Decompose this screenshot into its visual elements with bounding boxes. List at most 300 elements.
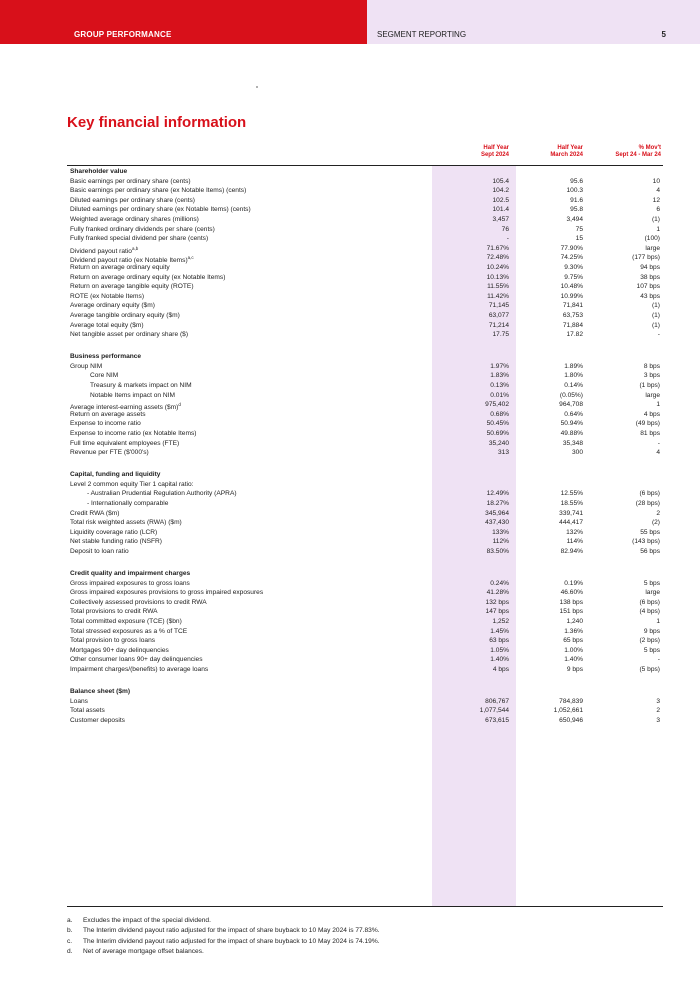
column-header-march-2024: Half Year March 2024: [550, 145, 583, 158]
value-movement: (6 bps): [639, 598, 660, 606]
row-label-text: Level 2 common equity Tier 1 capital ratio:: [70, 480, 194, 488]
footnote-text: Net of average mortgage offset balances.: [83, 948, 204, 956]
value-movement: (143 bps): [632, 538, 660, 546]
row-label-text: Expense to income ratio: [70, 420, 141, 428]
table-row: [67, 177, 663, 187]
value-movement: (100): [644, 235, 660, 243]
value-sept-2024: 147 bps: [485, 608, 509, 616]
value-march-2024: 114%: [566, 538, 583, 546]
table-row: [67, 579, 663, 589]
footnote: [67, 926, 667, 936]
row-label: [70, 537, 162, 547]
page-number: 5: [661, 30, 666, 39]
section-heading-label: Capital, funding and liquidity: [70, 471, 161, 479]
value-movement: 3 bps: [643, 372, 660, 380]
table-row: [67, 196, 663, 206]
row-label: [70, 292, 144, 302]
table-row: [67, 448, 663, 458]
table-row: [67, 253, 663, 263]
section-heading: [67, 167, 663, 177]
row-label-text: Diluted earnings per ordinary share (cents): [70, 196, 195, 204]
section-heading: [67, 470, 663, 480]
value-march-2024: 18.55%: [560, 500, 583, 507]
value-sept-2024: 112%: [492, 538, 509, 546]
value-march-2024: 71,884: [562, 321, 583, 329]
header-section-title: GROUP PERFORMANCE: [74, 30, 172, 39]
row-label: [70, 706, 105, 716]
row-label-text: Gross impaired exposures provisions to gross impaired exposures: [70, 589, 264, 597]
table-row: [67, 371, 663, 381]
value-movement: (2): [651, 519, 660, 527]
footnote-letter: d.: [67, 948, 73, 956]
table-row: [67, 439, 663, 449]
row-label-text: Dividend payout ratio: [70, 247, 132, 255]
table-row: [67, 636, 663, 646]
footnote: [67, 916, 667, 926]
row-label-text: Group NIM: [70, 362, 103, 370]
value-sept-2024: 1.40%: [490, 656, 509, 664]
value-movement: (1): [651, 215, 660, 223]
table-row: [67, 509, 663, 519]
value-movement: 43 bps: [640, 292, 660, 300]
value-march-2024: 339,741: [559, 509, 583, 517]
value-march-2024: 1.36%: [564, 627, 583, 635]
value-march-2024: 3,494: [566, 215, 583, 223]
section-spacer: [67, 458, 663, 471]
table-row: [67, 646, 663, 656]
row-label-text: Average ordinary equity ($m): [70, 302, 155, 310]
row-label: [70, 627, 187, 637]
value-movement: 12: [652, 196, 660, 204]
table-row: [67, 381, 663, 391]
value-sept-2024: 71,214: [488, 321, 509, 329]
value-movement: 107 bps: [636, 283, 660, 291]
row-label-text: ROTE (ex Notable Items): [70, 292, 145, 300]
value-sept-2024: 41.28%: [486, 589, 509, 597]
value-march-2024: 9.30%: [564, 263, 583, 271]
row-label: [70, 362, 102, 372]
value-movement: 81 bps: [640, 429, 660, 437]
row-label: [70, 646, 169, 656]
value-march-2024: 784,839: [559, 697, 583, 705]
value-movement: 3: [656, 716, 660, 724]
value-sept-2024: 50.69%: [486, 429, 509, 437]
row-label: [70, 215, 199, 225]
row-label-text: Other consumer loans 90+ day delinquencies: [70, 656, 203, 664]
value-movement: (28 bps): [635, 500, 660, 507]
value-march-2024: 650,946: [559, 716, 583, 724]
value-movement: 8 bps: [643, 362, 660, 370]
value-movement: 4 bps: [643, 410, 660, 418]
value-movement: 5 bps: [643, 579, 660, 587]
value-sept-2024: 10.24%: [486, 263, 509, 271]
table-row: [67, 410, 663, 420]
table-row: [67, 362, 663, 372]
value-movement: 2: [656, 707, 660, 715]
row-label-text: - Australian Prudential Regulation Authority (APRA): [87, 490, 237, 498]
row-label: [70, 448, 149, 458]
table-row: [67, 330, 663, 340]
value-sept-2024: 10.13%: [486, 273, 509, 281]
row-label: [70, 655, 203, 665]
row-label-text: Full time equivalent employees (FTE): [70, 439, 180, 447]
section-heading: [67, 687, 663, 697]
value-march-2024: 151 bps: [559, 608, 583, 616]
table-row: [67, 429, 663, 439]
table-row: [67, 225, 663, 235]
row-label-text: Core NIM: [90, 372, 119, 380]
row-label-text: Collectively assessed provisions to credit RWA: [70, 598, 207, 606]
value-march-2024: 132%: [566, 528, 583, 536]
value-march-2024: 1.89%: [564, 362, 583, 370]
value-march-2024: 1.00%: [564, 646, 583, 654]
value-sept-2024: 105.4: [492, 177, 509, 185]
value-sept-2024: 437,430: [485, 519, 509, 527]
value-march-2024: 1,052,661: [553, 707, 583, 715]
row-label: [70, 716, 125, 726]
value-march-2024: 95.8: [570, 206, 583, 214]
value-march-2024: 65 bps: [563, 637, 583, 645]
row-label: [70, 234, 208, 244]
value-sept-2024: 132 bps: [485, 598, 509, 606]
value-march-2024: 300: [571, 449, 583, 457]
table-row: [67, 499, 663, 509]
row-label-text: Return on average tangible equity (ROTE): [70, 283, 194, 291]
row-label: [70, 263, 170, 273]
section-heading-label: Shareholder value: [70, 168, 128, 175]
row-label-text: Impairment charges/(benefits) to average loans: [70, 666, 209, 673]
row-label-text: Return on average ordinary equity: [70, 263, 170, 271]
header-bar-left: [0, 0, 367, 44]
footnote: [67, 937, 667, 947]
value-march-2024: 35,348: [562, 439, 583, 447]
value-march-2024: 10.99%: [560, 292, 583, 300]
value-sept-2024: 0.01%: [490, 391, 509, 399]
row-label: [70, 480, 194, 490]
row-label: [70, 177, 191, 187]
value-march-2024: 15: [575, 235, 583, 243]
value-movement: (1): [651, 321, 660, 329]
table-row: [67, 518, 663, 528]
footnote-text: The Interim dividend payout ratio adjusted for the impact of share buyback to 10 May 2024 is 77.83%.: [83, 927, 380, 935]
value-sept-2024: 63 bps: [489, 637, 509, 645]
row-label-text: Customer deposits: [70, 716, 125, 724]
table-row: [67, 655, 663, 665]
row-label: [70, 273, 225, 283]
value-sept-2024: 83.50%: [486, 547, 509, 555]
row-label-text: Average tangible ordinary equity ($m): [70, 311, 180, 319]
table-row: [67, 528, 663, 538]
row-label-text: Diluted earnings per ordinary share (ex Notable Items) (cents): [70, 206, 251, 214]
value-movement: 1: [656, 401, 660, 409]
table-top-rule: [67, 165, 663, 166]
table-row: [67, 607, 663, 617]
row-label-text: Deposit to loan ratio: [70, 547, 129, 555]
footnote-reference: a,c: [187, 255, 194, 261]
value-movement: -: [657, 656, 660, 664]
footnote: [67, 947, 667, 957]
value-march-2024: 1.80%: [564, 372, 583, 380]
value-sept-2024: 72.48%: [486, 254, 509, 262]
footnotes: [67, 916, 667, 958]
row-label-text: Notable Items impact on NIM: [90, 391, 176, 399]
table-row: [67, 665, 663, 675]
column-header-sept-2024: Half Year Sept 2024: [480, 145, 509, 158]
value-sept-2024: 11.42%: [487, 292, 509, 300]
row-label: [70, 617, 182, 627]
value-movement: (1): [651, 311, 660, 319]
table-row: [67, 716, 663, 726]
value-sept-2024: 1,252: [492, 618, 509, 626]
row-label: [70, 636, 155, 646]
value-movement: 2: [656, 509, 660, 517]
value-sept-2024: 71.67%: [486, 244, 509, 252]
footnote-reference: d: [178, 402, 181, 408]
value-movement: 4: [656, 449, 660, 457]
value-sept-2024: -: [506, 235, 509, 243]
row-label: [70, 321, 144, 331]
table-row: [67, 489, 663, 499]
value-movement: 6: [656, 206, 660, 214]
table-row: [67, 205, 663, 215]
header-subsection-title: SEGMENT REPORTING: [377, 30, 467, 39]
row-label-text: Basic earnings per ordinary share (cents): [70, 177, 191, 185]
row-label: [70, 330, 188, 340]
row-label-text: Basic earnings per ordinary share (ex Notable Items) (cents): [70, 187, 247, 195]
row-label: [87, 499, 168, 509]
row-label-text: Net stable funding ratio (NSFR): [70, 538, 162, 546]
value-movement: 55 bps: [640, 528, 660, 536]
value-sept-2024: 18.27%: [486, 500, 509, 507]
table-row: [67, 697, 663, 707]
value-march-2024: 91.6: [570, 196, 583, 204]
value-sept-2024: 63,077: [488, 311, 509, 319]
row-label-text: Revenue per FTE ($'000's): [70, 449, 149, 457]
value-march-2024: 9.75%: [564, 273, 583, 281]
row-label-text: Net tangible asset per ordinary share ($): [70, 331, 189, 339]
table-row: [67, 311, 663, 321]
value-movement: -: [657, 439, 660, 447]
value-movement: 1: [656, 225, 660, 233]
row-label-text: Fully franked special dividend per share (cents): [70, 235, 209, 243]
column-header-movement: % Mov't Sept 24 - Mar 24: [615, 145, 661, 158]
value-movement: (177 bps): [632, 254, 660, 262]
section-heading: [67, 352, 663, 362]
value-sept-2024: 11.55%: [487, 283, 509, 291]
section-spacer: [67, 675, 663, 688]
value-march-2024: 17.82: [566, 331, 583, 339]
value-sept-2024: 975,402: [485, 401, 509, 409]
row-label-text: Treasury & markets impact on NIM: [90, 381, 192, 389]
value-movement: (2 bps): [639, 637, 660, 645]
value-sept-2024: 673,615: [485, 716, 509, 724]
value-march-2024: 0.19%: [564, 579, 583, 587]
row-label-text: Loans: [70, 697, 88, 705]
value-movement: 38 bps: [640, 273, 660, 281]
row-label-text: Weighted average ordinary shares (millions): [70, 215, 199, 223]
value-movement: 9 bps: [643, 627, 660, 635]
value-march-2024: (0.05%): [559, 391, 583, 399]
row-label-text: Mortgages 90+ day delinquencies: [70, 646, 169, 654]
value-sept-2024: 133%: [492, 528, 509, 536]
table-row: [67, 301, 663, 311]
row-label-text: Total provisions to credit RWA: [70, 608, 158, 616]
header-bar-right: [367, 0, 700, 44]
footnote-text: Excludes the impact of the special dividend.: [83, 917, 211, 924]
table-row: [67, 321, 663, 331]
value-march-2024: 46.60%: [560, 589, 583, 597]
value-sept-2024: 1.97%: [490, 362, 509, 370]
value-movement: (6 bps): [639, 490, 660, 498]
row-label-text: Average interest-earning assets ($m): [70, 404, 179, 412]
value-sept-2024: 1.45%: [490, 627, 509, 635]
section-heading: [67, 569, 663, 579]
value-march-2024: 63,753: [562, 311, 583, 319]
table-row: [67, 598, 663, 608]
row-label: [70, 410, 146, 420]
value-sept-2024: 0.13%: [490, 381, 509, 389]
section-heading-label: Business performance: [70, 353, 142, 361]
value-sept-2024: 345,964: [485, 509, 509, 517]
value-sept-2024: 76: [501, 225, 509, 233]
value-sept-2024: 1,077,544: [479, 707, 509, 715]
value-movement: (1 bps): [639, 381, 660, 389]
value-march-2024: 75: [575, 225, 583, 233]
row-label: [70, 186, 246, 196]
row-label: [70, 282, 194, 292]
row-label: [70, 196, 195, 206]
value-march-2024: 82.94%: [560, 547, 583, 555]
section-heading-label: Credit quality and impairment charges: [70, 570, 191, 578]
row-label: [70, 588, 263, 598]
value-march-2024: 77.90%: [560, 244, 583, 252]
row-label: [70, 225, 215, 235]
row-label: [70, 579, 190, 589]
table-row: [67, 547, 663, 557]
row-label-text: Total stressed exposures as a % of TCE: [70, 627, 188, 635]
value-sept-2024: 12.49%: [486, 490, 509, 498]
footnote-letter: c.: [67, 937, 73, 945]
table-row: [67, 617, 663, 627]
value-sept-2024: 3,457: [492, 215, 509, 223]
value-sept-2024: 806,767: [485, 697, 509, 705]
value-sept-2024: 71,145: [488, 302, 509, 310]
row-label: [70, 429, 196, 439]
value-march-2024: 10.48%: [560, 283, 583, 291]
row-label-text: - Internationally comparable: [87, 500, 169, 507]
table-row: [67, 706, 663, 716]
value-movement: 56 bps: [640, 547, 660, 555]
row-label-text: Average total equity ($m): [70, 321, 144, 329]
value-march-2024: 50.94%: [560, 420, 583, 428]
value-march-2024: 95.6: [570, 177, 583, 185]
row-label: [70, 518, 182, 528]
row-label: [90, 391, 175, 401]
section-heading-label: Balance sheet ($m): [70, 688, 131, 696]
row-label-text: Expense to income ratio (ex Notable Items): [70, 429, 197, 437]
row-label-text: Fully franked ordinary dividends per share (cents): [70, 225, 215, 233]
value-sept-2024: 1.83%: [490, 372, 509, 380]
financial-table: [67, 167, 663, 725]
value-march-2024: 138 bps: [559, 598, 583, 606]
value-movement: large: [645, 244, 660, 252]
row-label: [70, 311, 180, 321]
table-row: [67, 480, 663, 490]
page-title: Key financial information: [67, 114, 247, 131]
footnote-reference: a,b: [131, 245, 139, 251]
value-movement: 10: [652, 177, 660, 185]
value-sept-2024: 313: [497, 449, 509, 457]
table-row: [67, 537, 663, 547]
footnote-text: The Interim dividend payout ratio adjusted for the impact of share buyback to 10 May 2024 is 74.19%.: [83, 937, 380, 945]
row-label-text: Return on average ordinary equity (ex Notable Items): [70, 273, 226, 281]
value-sept-2024: 4 bps: [492, 666, 509, 673]
row-label-text: Return on average assets: [70, 410, 146, 418]
table-row: [67, 627, 663, 637]
value-movement: large: [645, 589, 660, 597]
value-march-2024: 100.3: [566, 187, 583, 195]
row-label: [70, 547, 129, 557]
value-movement: (4 bps): [639, 608, 660, 616]
row-label: [70, 598, 207, 608]
table-row: [67, 234, 663, 244]
table-row: [67, 292, 663, 302]
row-label: [70, 665, 208, 675]
table-row: [67, 282, 663, 292]
value-march-2024: 1.40%: [564, 656, 583, 664]
value-march-2024: 964,708: [559, 401, 583, 409]
value-movement: (49 bps): [635, 420, 660, 428]
table-row: [67, 400, 663, 410]
row-label: [70, 439, 179, 449]
value-movement: 5 bps: [643, 646, 660, 654]
row-label-text: Total committed exposure (TCE) ($bn): [70, 618, 182, 626]
value-march-2024: 74.25%: [560, 254, 583, 262]
value-march-2024: 9 bps: [566, 666, 583, 673]
row-label: [70, 419, 141, 429]
value-movement: 3: [656, 697, 660, 705]
row-label: [90, 371, 118, 381]
value-movement: (1): [651, 302, 660, 310]
row-label-text: Dividend payout ratio (ex Notable Items): [70, 257, 188, 265]
decorative-dot: [256, 86, 258, 88]
value-march-2024: 444,417: [559, 519, 583, 527]
row-label-text: Liquidity coverage ratio (LCR): [70, 528, 158, 536]
footnote-letter: b.: [67, 927, 73, 935]
footnote-letter: a.: [67, 917, 73, 924]
table-row: [67, 391, 663, 401]
row-label: [70, 205, 251, 215]
row-label-text: Credit RWA ($m): [70, 509, 120, 517]
value-movement: (5 bps): [639, 666, 660, 673]
value-movement: 1: [656, 618, 660, 626]
table-row: [67, 186, 663, 196]
value-sept-2024: 102.5: [492, 196, 509, 204]
row-label: [70, 509, 119, 519]
value-movement: 94 bps: [640, 263, 660, 271]
value-movement: -: [657, 331, 660, 339]
value-march-2024: 71,841: [562, 302, 583, 310]
row-label-text: Total assets: [70, 707, 105, 715]
value-march-2024: 49.88%: [560, 429, 583, 437]
value-sept-2024: 17.75: [492, 331, 509, 339]
section-spacer: [67, 340, 663, 353]
row-label: [87, 489, 237, 499]
table-row: [67, 588, 663, 598]
value-sept-2024: 0.68%: [490, 410, 509, 418]
value-movement: large: [645, 391, 660, 399]
value-march-2024: 1,240: [566, 618, 583, 626]
